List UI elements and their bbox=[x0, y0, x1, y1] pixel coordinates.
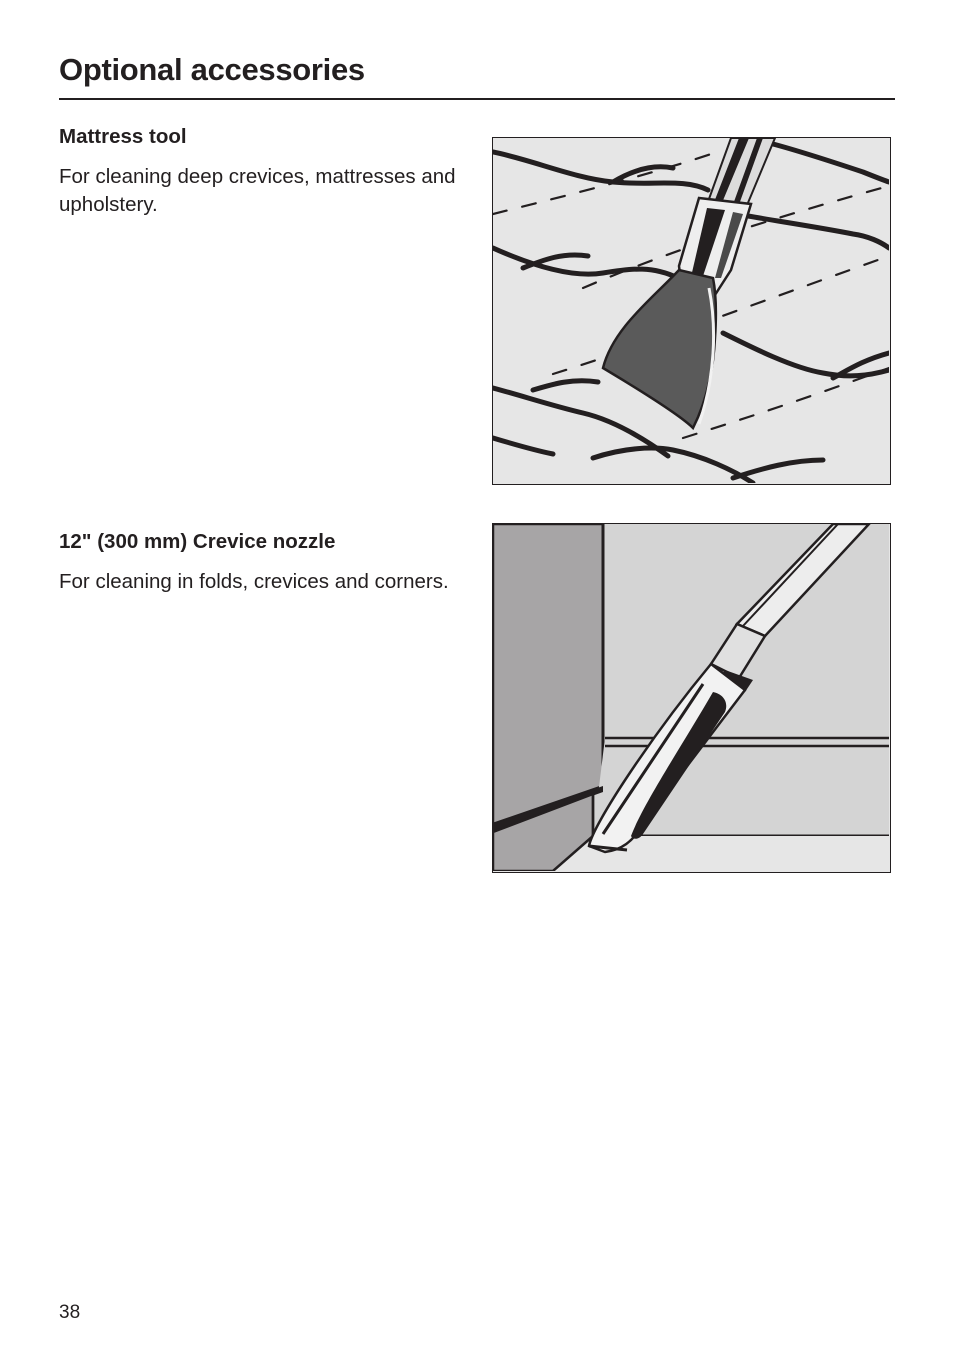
page-number: 38 bbox=[59, 1302, 81, 1323]
section-heading: 12" (300 mm) Crevice nozzle bbox=[59, 530, 336, 553]
title-divider bbox=[59, 98, 895, 100]
section-description: For cleaning deep crevices, mattresses and upholstery. bbox=[59, 165, 456, 216]
page-title: Optional accessories bbox=[59, 52, 365, 87]
section-description: For cleaning in folds, crevices and corners. bbox=[59, 570, 449, 593]
section-crevice-nozzle bbox=[59, 529, 469, 596]
section-heading: Mattress tool bbox=[59, 125, 187, 148]
crevice-nozzle-illustration bbox=[492, 523, 891, 873]
section-mattress-tool bbox=[59, 124, 469, 218]
mattress-tool-illustration bbox=[492, 137, 891, 485]
